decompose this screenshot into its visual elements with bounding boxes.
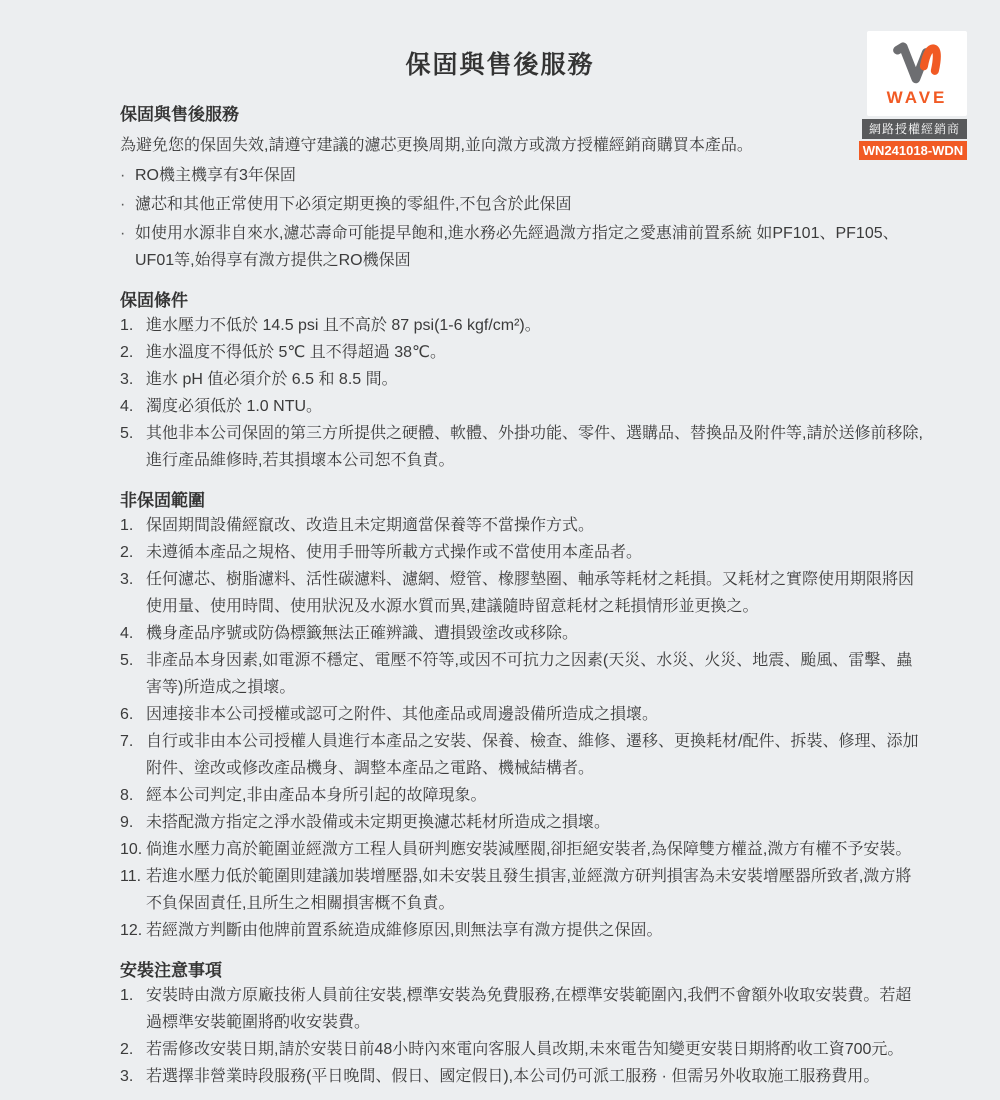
- item-number: 4.: [120, 625, 134, 642]
- item-text: 濾芯和其他正常使用下必須定期更換的零組件,不包含於此保固: [135, 196, 572, 213]
- dealer-badge-code: WN241018-WDN: [859, 141, 967, 160]
- item-text: 進水 pH 值必須介於 6.5 和 8.5 間。: [146, 371, 398, 388]
- list-item: [120, 647, 925, 701]
- list-item: [120, 366, 925, 393]
- list-item: [120, 809, 925, 836]
- section-list: [120, 982, 925, 1090]
- item-text: 如使用水源非自來水,濾芯壽命可能提早飽和,進水務必先經過溦方指定之愛惠浦前置系統 如PF101、PF105、UF01等,始得享有溦方提供之RO機保固: [135, 225, 899, 269]
- list-item: [120, 420, 925, 474]
- bullet-icon: ·: [120, 167, 126, 184]
- list-item: [120, 620, 925, 647]
- section-intro: 為避免您的保固失效,請遵守建議的濾芯更換周期,並向溦方或溦方授權經銷商購買本產品。: [120, 137, 753, 154]
- item-number: 9.: [120, 814, 134, 831]
- list-item: [120, 162, 925, 189]
- list-item: [120, 393, 925, 420]
- item-text: 未遵循本產品之規格、使用手冊等所載方式操作或不當使用本產品者。: [146, 544, 643, 561]
- dealer-badge-label: 網路授權經銷商: [862, 119, 967, 139]
- section-list: [120, 312, 925, 474]
- item-number: 3.: [120, 1068, 134, 1085]
- bullet-icon: ·: [120, 196, 126, 213]
- section-list: [120, 512, 925, 944]
- list-item: [120, 836, 925, 863]
- list-item: [120, 863, 925, 917]
- list-item: [120, 982, 925, 1036]
- item-text: 若選擇非營業時段服務(平日晚間、假日、國定假日),本公司仍可派工服務 · 但需另外收取施工服務費用。: [146, 1068, 880, 1085]
- list-item: [120, 512, 925, 539]
- list-item: [120, 191, 925, 218]
- item-text: 其他非本公司保固的第三方所提供之硬體、軟體、外掛功能、零件、選購品、替換品及附件等,請於送修前移除,進行產品維修時,若其損壞本公司恕不負責。: [146, 425, 923, 469]
- item-text: 若需修改安裝日期,請於安裝日前48小時內來電向客服人員改期,未來電告知變更安裝日期將酌收工資700元。: [146, 1041, 904, 1058]
- wave-logo-mark-icon: [885, 41, 949, 87]
- item-text: 濁度必須低於 1.0 NTU。: [146, 398, 323, 415]
- item-text: 任何濾芯、樹脂濾料、活性碳濾料、濾網、燈管、橡膠墊圈、軸承等耗材之耗損。又耗材之實際使用期限將因使用量、使用時間、使用狀況及水源水質而異,建議隨時留意耗材之耗損情形並更換之。: [146, 571, 915, 615]
- section-heading: 安裝注意事項: [120, 961, 222, 980]
- item-number: 3.: [120, 371, 134, 388]
- item-number: 7.: [120, 733, 134, 750]
- section-warranty-conditions: [120, 290, 925, 474]
- section-non-warranty-scope: [120, 490, 925, 944]
- list-item: [120, 701, 925, 728]
- item-text: 進水溫度不得低於 5℃ 且不得超過 38℃。: [146, 344, 446, 361]
- item-text: 經本公司判定,非由產品本身所引起的故障現象。: [146, 787, 487, 804]
- item-number: 1.: [120, 517, 134, 534]
- list-item: [120, 917, 925, 944]
- item-number: 12.: [120, 922, 143, 939]
- list-item: [120, 1036, 925, 1063]
- wave-wordmark: WAVE: [886, 88, 948, 107]
- item-number: 2.: [120, 544, 134, 561]
- section-heading: 保固與售後服務: [120, 105, 239, 124]
- item-number: 6.: [120, 706, 134, 723]
- item-text: 機身產品序號或防偽標籤無法正確辨識、遭損毀塗改或移除。: [146, 625, 579, 642]
- item-text: 安裝時由溦方原廠技術人員前往安裝,標準安裝為免費服務,在標準安裝範圍內,我們不會額外收取安裝費。若超過標準安裝範圍將酌收安裝費。: [146, 987, 912, 1031]
- list-item: [120, 728, 925, 782]
- wave-logo: [867, 31, 967, 116]
- section-heading: 保固條件: [120, 291, 188, 310]
- item-text: 自行或非由本公司授權人員進行本產品之安裝、保養、檢查、維修、遷移、更換耗材/配件、拆裝、修理、添加附件、塗改或修改產品機身、調整本產品之電路、機械結構者。: [146, 733, 919, 777]
- bullet-icon: ·: [120, 225, 126, 242]
- item-number: 8.: [120, 787, 134, 804]
- list-item: [120, 782, 925, 809]
- item-text: 進水壓力不低於 14.5 psi 且不高於 87 psi(1-6 kgf/cm²)。: [146, 317, 541, 334]
- item-number: 11.: [120, 868, 142, 885]
- section-installation-notes: [120, 960, 925, 1090]
- item-text: 保固期間設備經竄改、改造且未定期適當保養等不當操作方式。: [146, 517, 595, 534]
- item-number: 2.: [120, 1041, 134, 1058]
- document-sections: [120, 104, 925, 1090]
- dealer-badge: [859, 31, 967, 160]
- page-title: 保固與售後服務: [405, 51, 595, 79]
- list-item: [120, 220, 925, 274]
- list-item: [120, 312, 925, 339]
- list-item: [120, 1063, 925, 1090]
- item-text: 若進水壓力低於範圍則建議加裝增壓器,如未安裝且發生損害,並經溦方研判損害為未安裝增壓器所致者,溦方將不負保固責任,且所生之相關損害概不負責。: [146, 868, 912, 912]
- list-item: [120, 339, 925, 366]
- item-number: 1.: [120, 987, 134, 1004]
- item-number: 10.: [120, 841, 143, 858]
- item-number: 5.: [120, 652, 134, 669]
- section-list: [120, 162, 925, 274]
- section-heading: 非保固範圍: [120, 491, 205, 510]
- item-text: 倘進水壓力高於範圍並經溦方工程人員研判應安裝減壓閥,卻拒絕安裝者,為保障雙方權益,溦方有權不予安裝。: [146, 841, 912, 858]
- item-number: 5.: [120, 425, 134, 442]
- item-number: 1.: [120, 317, 134, 334]
- item-text: 未搭配溦方指定之淨水設備或未定期更換濾芯耗材所造成之損壞。: [146, 814, 611, 831]
- item-text: 若經溦方判斷由他牌前置系統造成維修原因,則無法享有溦方提供之保固。: [146, 922, 663, 939]
- item-number: 4.: [120, 398, 134, 415]
- item-number: 2.: [120, 344, 134, 361]
- item-text: RO機主機享有3年保固: [135, 167, 296, 184]
- item-text: 非產品本身因素,如電源不穩定、電壓不符等,或因不可抗力之因素(天災、水災、火災、地震、颱風、雷擊、蟲害等)所造成之損壞。: [146, 652, 913, 696]
- list-item: [120, 539, 925, 566]
- item-number: 3.: [120, 571, 134, 588]
- section-warranty-overview: [120, 104, 925, 274]
- list-item: [120, 566, 925, 620]
- item-text: 因連接非本公司授權或認可之附件、其他產品或周邊設備所造成之損壞。: [146, 706, 659, 723]
